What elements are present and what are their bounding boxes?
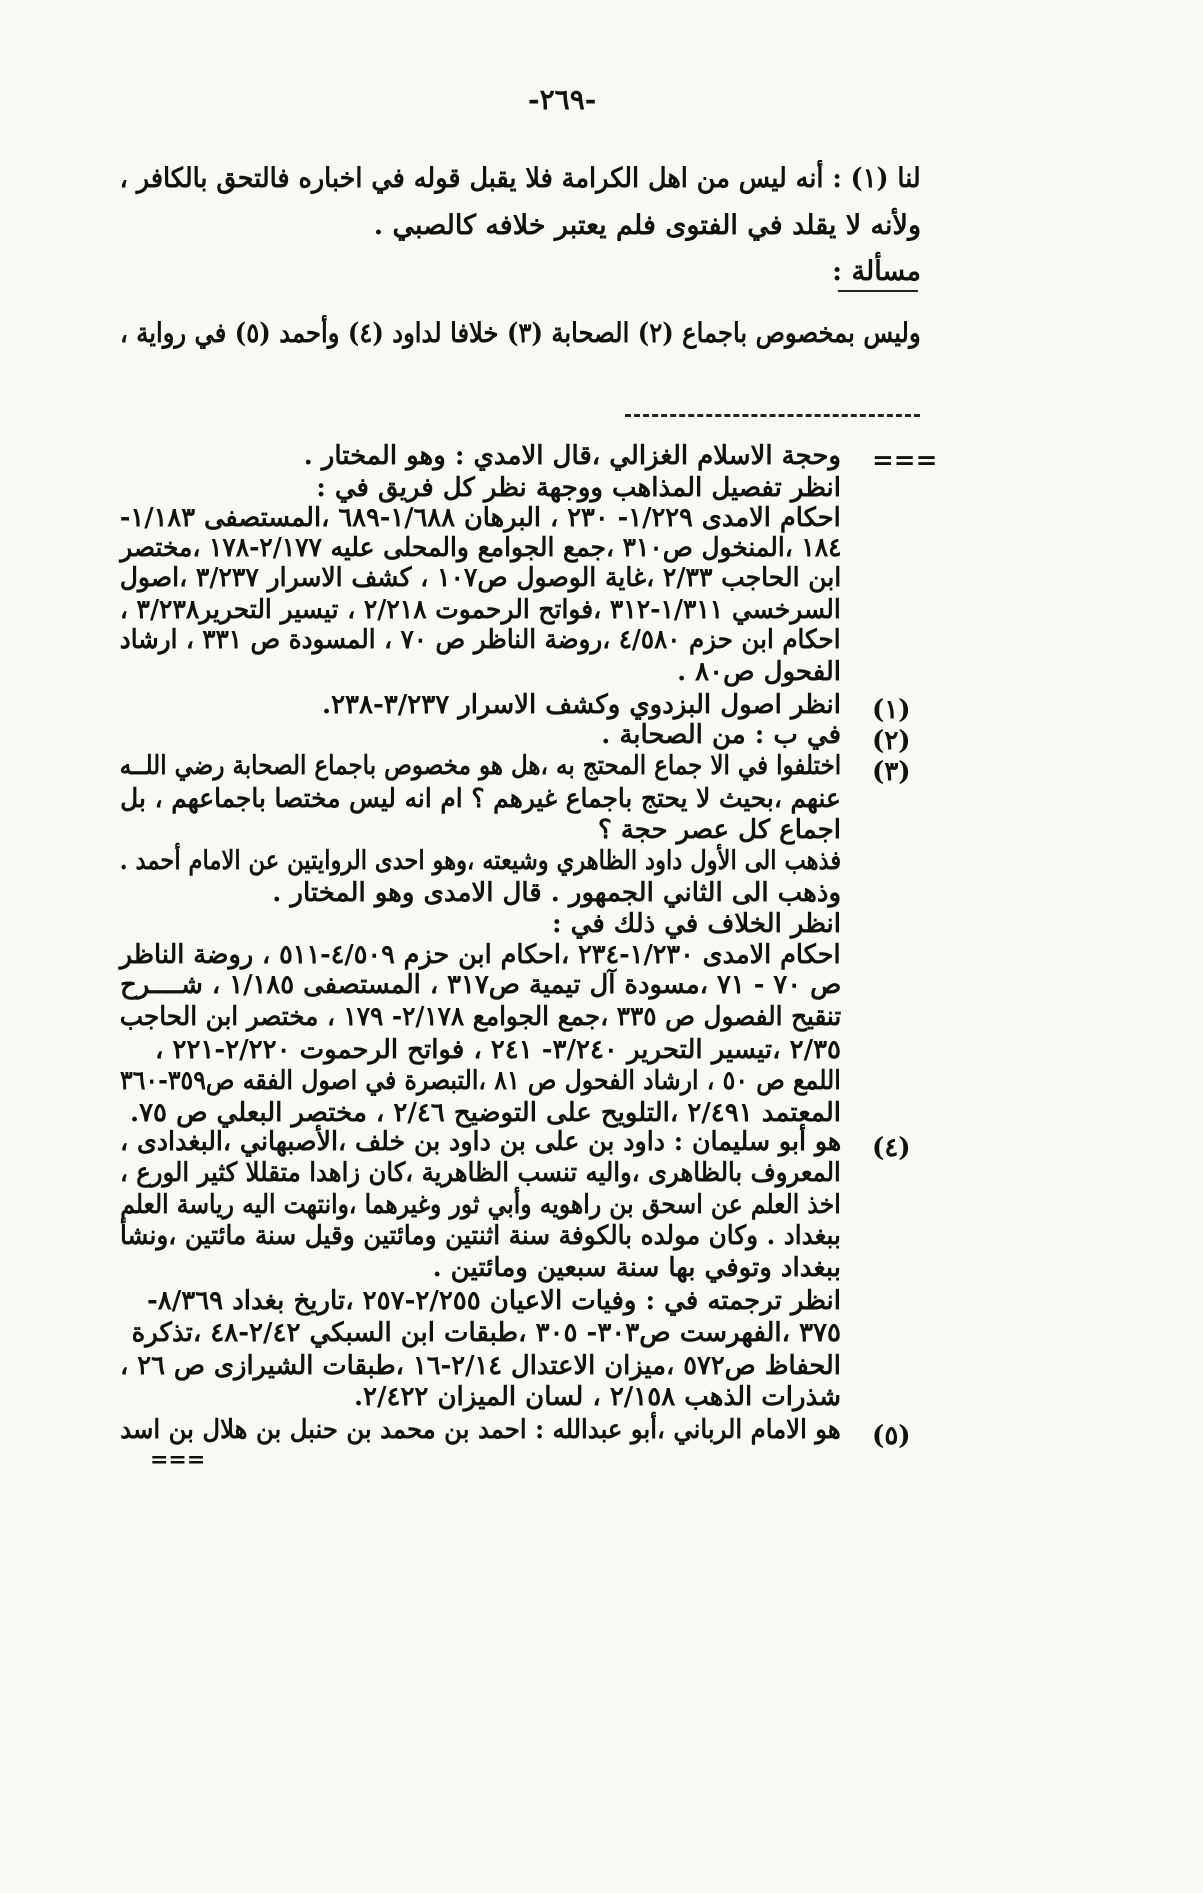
footnote-4-line: اخذ العلم عن اسحق بن راهويه وأبي ثور وغيرهما ،وانتهت اليه رياسة العلم	[120, 1190, 841, 1220]
footnote-3-line: اختلفوا في الا جماع المحتج به ،هل هو مخصوص باجماع الصحابة رضي اللــه	[119, 751, 841, 781]
footnote-3-line: احكام الامدى ١/٢٣٠-٢٣٤ ،احكام ابن حزم ٤/٥٠٩-٥١١ ، روضة الناظر	[120, 940, 841, 970]
footnote-cont-line: انظر تفصيل المذاهب ووجهة نظر كل فريق في :	[316, 473, 841, 503]
page-number: -٢٦٩-	[528, 83, 597, 116]
footnote-4-line: ببغداد . وكان مولده بالكوفة سنة اثنتين ومائتين وقيل سنة مائتين ،ونشأ	[120, 1221, 841, 1251]
footnote-cont-line: احكام الامدى ١/٢٢٩- ٢٣٠ ، البرهان ١/٦٨٨-٦٨٩ ،المستصفى ١/١٨٣-	[119, 503, 841, 533]
footnote-3-line: اجماع كل عصر حجة ؟	[597, 815, 841, 845]
footnote-5-text: هو الامام الرباني ،أبو عبدالله : احمد بن محمد بن حنبل بن هلال بن اسد	[120, 1415, 841, 1445]
footnote-4-line: شذرات الذهب ٢/١٥٨ ، لسان الميزان ٢/٤٢٢.	[353, 1382, 841, 1412]
footnote-cont-line: السرخسي ١/٣١١-٣١٢ ،فواتح الرحموت ٢/٢١٨ ، تيسير التحرير٣/٢٣٨ ،	[120, 595, 841, 625]
footnote-3-line: ص ٧٠ - ٧١ ،مسودة آل تيمية ص٣١٧ ، المستصفى ١/١٨٥ ، شــــرح	[119, 970, 841, 1000]
heading-underline	[838, 290, 918, 292]
footnote-1-number: (١)	[872, 695, 911, 725]
footnote-3-line: اللمع ص ٥٠ ، ارشاد الفحول ص ٨١ ،التبصرة في اصول الفقه ص٣٥٩-٣٦٠	[120, 1066, 841, 1096]
footnote-3-line: فذهب الى الأول داود الظاهري وشيعته ،وهو احدى الروايتين عن الامام أحمد .	[119, 846, 841, 876]
continuation-marker: ===	[872, 446, 938, 476]
footnote-3-line: انظر الخلاف في ذلك في :	[552, 909, 841, 939]
footnote-4-line: ٣٧٥ ،الفهرست ص٣٠٣- ٣٠٥ ،طبقات ابن السبكي ٢/٤٢-٤٨ ،تذكرة	[131, 1318, 841, 1348]
footnote-2-number: (٢)	[872, 726, 911, 756]
body-line-1: لنا (١) : أنه ليس من اهل الكرامة فلا يقبل قوله في اخباره فالتحق بالكافر ،	[119, 163, 921, 194]
section-heading: مسألة :	[832, 256, 921, 287]
body-line-3: وليس بمخصوص باجماع (٢) الصحابة (٣) خلافا لداود (٤) وأحمد (٥) في رواية ،	[120, 318, 921, 349]
body-line-2: ولأنه لا يقلد في الفتوى فلم يعتبر خلافه كالصبي .	[373, 210, 921, 241]
footnote-cont-line: ابن الحاجب ٢/٣٣ ،غاية الوصول ص١٠٧ ، كشف الاسرار ٣/٢٣٧ ،اصول	[119, 563, 841, 593]
footnote-4-line: الحفاظ ص٥٧٢ ،ميزان الاعتدال ٢/١٤-١٦ ،طبقات الشيرازى ص ٢٦ ،	[120, 1351, 841, 1381]
footnote-cont-line: وحجة الاسلام الغزالي ،قال الامدي : وهو المختار .	[303, 441, 841, 471]
footnote-cont-line: ١٨٤ ،المنخول ص٣١٠ ،جمع الجوامع والمحلى عليه ٢/١٧٧-١٧٨ ،مختصر	[119, 533, 841, 563]
footnote-separator	[625, 414, 920, 417]
footnote-3-line: المعتمد ٢/٤٩١ ،التلويح على التوضيح ٢/٤٦ ، مختصر البعلي ص ٧٥.	[130, 1098, 841, 1128]
footnote-3-line: عنهم ،بحيث لا يحتج باجماع غيرهم ؟ ام انه ليس مختصا باجماعهم ، بل	[120, 784, 841, 814]
footnote-4-line: انظر ترجمته في : وفيات الاعيان ٢/٢٥٥-٢٥٧ ،تاريخ بغداد ٨/٣٦٩-	[146, 1286, 841, 1316]
footnote-3-line: ٢/٣٥ ،تيسير التحرير ٣/٢٤٠- ٢٤١ ، فواتح الرحموت ٢/٢٢٠-٢٢١ ،	[155, 1035, 841, 1065]
footnote-4-number: (٤)	[872, 1133, 911, 1163]
footnote-4-line: المعروف بالظاهرى ،واليه تنسب الظاهرية ،كان زاهدا متقللا كثير الورع ،	[120, 1158, 841, 1188]
footnote-2-text: في ب : من الصحابة .	[601, 720, 841, 750]
footnote-4-line: هو أبو سليمان : داود بن على بن داود بن خلف ،الأصبهاني ،البغدادى ،	[119, 1127, 841, 1157]
footnote-3-line: تنقيح الفصول ص ٣٣٥ ،جمع الجوامع ٢/١٧٨- ١٧٩ ، مختصر ابن الحاجب	[119, 1002, 841, 1032]
footnote-5-number: (٥)	[872, 1421, 911, 1451]
footnote-3-line: وذهب الى الثاني الجمهور . قال الامدى وهو المختار .	[272, 878, 841, 908]
footnote-3-number: (٣)	[872, 757, 911, 787]
footnote-4-line: ببغداد وتوفي بها سنة سبعين ومائتين .	[432, 1253, 841, 1283]
footnote-cont-line: الفحول ص٨٠ .	[677, 657, 841, 687]
end-continuation-mark: ===	[150, 1447, 206, 1473]
footnote-1-text: انظر اصول البزدوي وكشف الاسرار ٣/٢٣٧-٢٣٨.	[322, 690, 841, 720]
footnote-cont-line: احكام ابن حزم ٤/٥٨٠ ،روضة الناظر ص ٧٠ ، المسودة ص ٣٣١ ، ارشاد	[120, 625, 841, 655]
